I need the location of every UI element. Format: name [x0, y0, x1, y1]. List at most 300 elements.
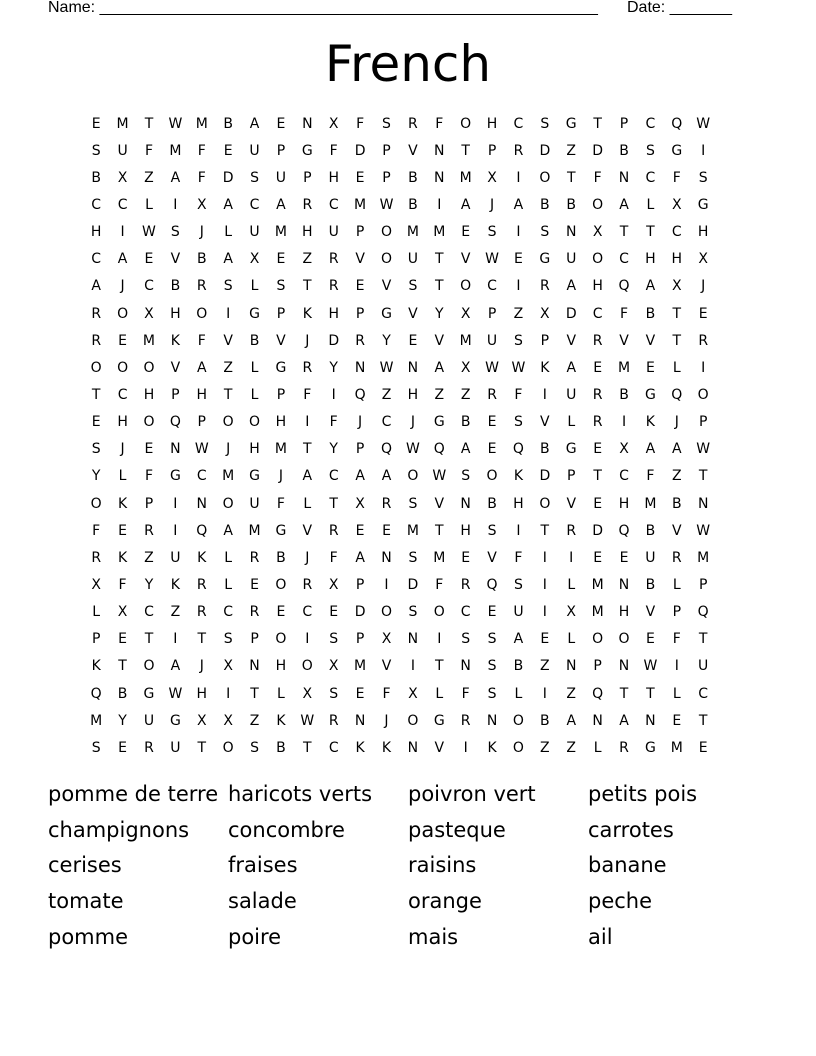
grid-letter: C — [619, 468, 629, 485]
grid-letter: X — [196, 196, 207, 213]
grid-letter: I — [516, 522, 521, 539]
grid-letter: L — [224, 576, 233, 593]
word-list-item: petits pois — [588, 782, 698, 806]
grid-letter: I — [384, 576, 389, 593]
grid-letter: O — [407, 712, 419, 729]
grid-letter: I — [542, 576, 547, 593]
grid-letter: K — [197, 549, 207, 566]
grid-letter: P — [382, 142, 391, 159]
grid-letter: R — [91, 305, 102, 322]
grid-letter: M — [644, 495, 657, 512]
name-field-label[interactable]: Name: ________________________________________________________ — [48, 0, 598, 16]
grid-letter: N — [565, 224, 577, 241]
grid-letter: X — [223, 658, 233, 675]
grid-row — [83, 219, 743, 246]
grid-letter: R — [381, 495, 392, 512]
grid-letter: Q — [196, 522, 208, 539]
grid-letter: E — [355, 685, 365, 702]
grid-letter: D — [354, 142, 366, 159]
grid-letter: T — [303, 441, 312, 458]
grid-letter: O — [512, 739, 524, 756]
grid-letter: Z — [540, 658, 550, 675]
grid-letter: H — [618, 495, 630, 512]
grid-letter: X — [408, 685, 418, 702]
grid-letter: X — [144, 305, 154, 322]
grid-letter: K — [91, 658, 101, 675]
grid-letter: M — [433, 224, 446, 241]
grid-letter: X — [566, 604, 577, 621]
grid-letter: L — [646, 196, 655, 213]
grid-letter: F — [619, 305, 629, 322]
grid-letter: E — [514, 251, 523, 268]
grid-letter: X — [671, 196, 682, 213]
grid-letter: Q — [354, 386, 366, 403]
grid-letter: C — [671, 224, 682, 241]
grid-letter: T — [197, 739, 207, 756]
grid-letter: R — [302, 196, 313, 213]
grid-letter: A — [170, 658, 181, 675]
grid-letter: U — [566, 386, 577, 403]
grid-letter: X — [328, 658, 339, 675]
grid-letter: X — [671, 278, 682, 295]
grid-letter: B — [619, 386, 629, 403]
grid-row — [83, 653, 743, 680]
grid-letter: C — [460, 604, 471, 621]
word-list-item: ail — [588, 924, 613, 949]
grid-letter: V — [460, 251, 471, 268]
grid-letter: C — [144, 278, 154, 295]
grid-letter: K — [276, 712, 286, 729]
grid-letter: A — [223, 251, 233, 268]
grid-letter: X — [460, 305, 471, 322]
grid-letter: S — [91, 441, 101, 458]
grid-letter: U — [645, 549, 656, 566]
grid-letter: B — [619, 142, 629, 159]
grid-letter: A — [381, 468, 392, 485]
grid-letter: J — [384, 712, 389, 729]
grid-letter: T — [303, 739, 312, 756]
grid-letter: B — [645, 305, 656, 322]
grid-letter: L — [567, 576, 576, 593]
grid-letter: C — [619, 251, 629, 268]
grid-letter: A — [645, 278, 656, 295]
word-list-item: poire — [228, 924, 282, 949]
grid-letter: Q — [671, 386, 683, 403]
grid-letter: N — [460, 495, 471, 512]
grid-letter: V — [170, 359, 181, 376]
grid-letter: X — [540, 305, 550, 322]
grid-letter: S — [487, 685, 497, 702]
grid-letter: A — [672, 441, 682, 458]
grid-letter: Q — [671, 115, 683, 132]
grid-letter: E — [672, 712, 682, 729]
grid-letter: L — [672, 359, 681, 376]
grid-letter: I — [173, 196, 178, 213]
word-list-item: cerises — [48, 853, 122, 878]
grid-letter: X — [460, 359, 471, 376]
grid-letter: S — [408, 495, 418, 512]
grid-letter: N — [618, 169, 630, 186]
grid-letter: X — [117, 169, 128, 186]
grid-letter: G — [143, 685, 155, 702]
grid-letter: V — [408, 142, 418, 159]
grid-letter: M — [354, 196, 367, 213]
grid-letter: Q — [486, 576, 498, 593]
grid-letter: N — [618, 576, 630, 593]
grid-letter: H — [645, 251, 656, 268]
grid-letter: G — [275, 359, 287, 376]
grid-letter: A — [355, 549, 365, 566]
word-list-item: banane — [588, 853, 667, 878]
grid-letter: H — [407, 386, 419, 403]
grid-letter: F — [435, 115, 444, 132]
grid-letter: T — [540, 522, 550, 539]
grid-letter: E — [91, 414, 101, 431]
grid-letter: H — [90, 224, 102, 241]
grid-letter: N — [354, 712, 366, 729]
grid-letter: X — [381, 631, 392, 648]
grid-letter: E — [593, 359, 603, 376]
grid-letter: O — [143, 359, 155, 376]
grid-letter: A — [196, 359, 207, 376]
grid-letter: B — [196, 251, 207, 268]
word-list-item: poivron vert — [408, 782, 536, 806]
grid-letter: H — [302, 224, 313, 241]
grid-letter: F — [92, 522, 101, 539]
grid-letter: O — [592, 196, 604, 213]
grid-letter: S — [461, 468, 471, 485]
grid-letter: V — [645, 332, 656, 349]
grid-letter: F — [382, 685, 391, 702]
grid-letter: S — [329, 631, 339, 648]
grid-letter: E — [144, 441, 154, 458]
grid-letter: I — [410, 658, 415, 675]
grid-letter: G — [565, 115, 577, 132]
grid-row — [83, 599, 743, 626]
grid-letter: A — [91, 278, 101, 295]
grid-letter: P — [276, 386, 286, 403]
grid-letter: L — [92, 604, 101, 621]
grid-letter: U — [170, 549, 181, 566]
grid-letter: W — [643, 658, 658, 675]
grid-letter: L — [303, 495, 312, 512]
grid-letter: C — [645, 115, 656, 132]
grid-row — [83, 327, 743, 354]
grid-letter: Z — [460, 386, 471, 403]
grid-letter: M — [697, 549, 710, 566]
grid-letter: X — [698, 251, 708, 268]
grid-letter: F — [329, 414, 338, 431]
grid-letter: H — [592, 278, 603, 295]
grid-letter: B — [540, 441, 550, 458]
grid-letter: Z — [566, 685, 577, 702]
grid-letter: G — [671, 142, 683, 159]
grid-row — [83, 571, 743, 598]
grid-letter: T — [144, 115, 154, 132]
grid-letter: U — [249, 142, 260, 159]
grid-letter: R — [592, 332, 603, 349]
grid-letter: P — [355, 576, 365, 593]
grid-letter: M — [406, 224, 419, 241]
grid-letter: I — [701, 142, 706, 159]
grid-letter: W — [485, 359, 499, 376]
grid-letter: S — [408, 278, 418, 295]
grid-letter: A — [566, 278, 577, 295]
grid-letter: K — [117, 495, 128, 512]
grid-letter: O — [275, 576, 287, 593]
grid-letter: O — [486, 468, 498, 485]
grid-letter: H — [328, 169, 339, 186]
grid-letter: M — [142, 332, 156, 349]
grid-letter: L — [250, 278, 259, 295]
grid-letter: N — [434, 169, 445, 186]
grid-letter: Q — [90, 685, 102, 702]
grid-letter: E — [276, 251, 286, 268]
grid-letter: Y — [382, 332, 391, 349]
grid-letter: O — [433, 604, 445, 621]
grid-letter: M — [459, 332, 472, 349]
grid-letter: F — [144, 142, 153, 159]
grid-letter: I — [437, 196, 442, 213]
grid-letter: O — [275, 631, 287, 648]
grid-letter: H — [196, 685, 208, 702]
grid-letter: B — [645, 522, 656, 539]
grid-letter: L — [118, 468, 127, 485]
grid-letter: R — [302, 576, 313, 593]
grid-letter: F — [329, 142, 338, 159]
grid-letter: M — [222, 468, 235, 485]
grid-letter: U — [328, 224, 339, 241]
grid-letter: V — [566, 332, 577, 349]
grid-letter: T — [118, 658, 127, 675]
grid-letter: C — [645, 169, 656, 186]
grid-letter: I — [542, 604, 547, 621]
grid-letter: P — [355, 631, 365, 648]
grid-letter: A — [460, 441, 471, 458]
grid-letter: X — [91, 576, 101, 593]
grid-letter: C — [144, 604, 154, 621]
grid-letter: H — [117, 414, 128, 431]
grid-letter: G — [169, 468, 181, 485]
grid-letter: C — [381, 414, 392, 431]
word-list-item: haricots verts — [228, 782, 373, 806]
grid-letter: R — [144, 739, 154, 756]
grid-letter: G — [565, 441, 577, 458]
grid-letter: P — [355, 224, 365, 241]
grid-letter: M — [169, 142, 182, 159]
grid-letter: P — [355, 441, 365, 458]
grid-row — [83, 354, 743, 381]
grid-letter: J — [120, 278, 125, 295]
grid-letter: F — [593, 169, 602, 186]
grid-letter: Q — [380, 441, 392, 458]
grid-letter: B — [91, 169, 101, 186]
grid-letter: T — [434, 522, 444, 539]
grid-letter: I — [173, 631, 178, 648]
grid-letter: L — [567, 414, 576, 431]
grid-letter: E — [355, 169, 365, 186]
grid-letter: F — [197, 169, 206, 186]
grid-letter: P — [144, 495, 154, 512]
grid-letter: O — [592, 251, 604, 268]
grid-letter: C — [249, 196, 260, 213]
grid-letter: P — [698, 576, 708, 593]
grid-letter: U — [275, 169, 287, 186]
grid-letter: K — [487, 739, 497, 756]
grid-letter: R — [671, 549, 682, 566]
grid-letter: A — [117, 251, 128, 268]
grid-letter: S — [91, 142, 101, 159]
grid-letter: W — [485, 251, 499, 268]
grid-letter: X — [249, 251, 260, 268]
grid-letter: E — [118, 332, 128, 349]
grid-letter: J — [305, 332, 310, 349]
grid-row — [83, 300, 743, 327]
grid-letter: A — [170, 169, 181, 186]
grid-row — [83, 707, 743, 734]
grid-letter: J — [358, 414, 363, 431]
grid-letter: I — [331, 386, 336, 403]
grid-letter: A — [566, 359, 577, 376]
grid-letter: I — [305, 631, 310, 648]
grid-letter: E — [144, 251, 154, 268]
grid-row — [83, 436, 743, 463]
grid-letter: R — [619, 739, 629, 756]
grid-letter: L — [567, 631, 576, 648]
grid-letter: B — [249, 332, 260, 349]
grid-letter: M — [670, 739, 683, 756]
grid-letter: V — [381, 278, 392, 295]
grid-letter: Q — [169, 414, 181, 431]
grid-letter: H — [249, 441, 260, 458]
grid-letter: P — [619, 115, 629, 132]
grid-letter: U — [117, 142, 128, 159]
grid-letter: T — [593, 115, 602, 132]
grid-row — [83, 409, 743, 436]
grid-letter: Q — [618, 522, 630, 539]
grid-letter: V — [276, 332, 286, 349]
grid-letter: U — [486, 332, 498, 349]
grid-letter: H — [328, 305, 339, 322]
grid-letter: B — [540, 196, 550, 213]
grid-letter: P — [487, 305, 497, 322]
grid-letter: X — [302, 685, 313, 702]
grid-letter: R — [144, 522, 154, 539]
grid-letter: O — [592, 631, 604, 648]
grid-letter: D — [539, 142, 551, 159]
grid-letter: R — [249, 604, 260, 621]
grid-letter: M — [591, 604, 604, 621]
grid-letter: V — [355, 251, 365, 268]
grid-letter: W — [142, 224, 156, 241]
grid-letter: G — [301, 142, 313, 159]
grid-letter: X — [619, 441, 629, 458]
grid-letter: I — [463, 739, 468, 756]
grid-letter: V — [381, 658, 392, 675]
grid-letter: Y — [144, 576, 154, 593]
grid-letter: E — [118, 739, 128, 756]
grid-letter: O — [222, 495, 234, 512]
grid-letter: H — [513, 495, 524, 512]
word-list-item: salade — [228, 889, 297, 914]
grid-letter: R — [539, 278, 550, 295]
word-list-item: mais — [408, 924, 459, 949]
grid-letter: E — [698, 305, 708, 322]
grid-letter: O — [117, 359, 129, 376]
grid-letter: K — [645, 414, 655, 431]
grid-letter: Z — [671, 468, 682, 485]
grid-letter: S — [250, 169, 259, 186]
grid-letter: J — [199, 658, 204, 675]
grid-letter: B — [566, 196, 577, 213]
grid-letter: V — [170, 251, 181, 268]
grid-letter: U — [249, 495, 260, 512]
grid-letter: H — [486, 115, 498, 132]
grid-letter: N — [407, 359, 419, 376]
grid-letter: O — [196, 305, 208, 322]
grid-letter: M — [406, 522, 419, 539]
grid-letter: F — [303, 386, 312, 403]
grid-letter: A — [645, 441, 656, 458]
grid-letter: W — [511, 359, 526, 376]
grid-row — [83, 110, 743, 137]
grid-letter: L — [250, 386, 259, 403]
grid-letter: A — [513, 631, 524, 648]
grid-letter: B — [276, 739, 286, 756]
grid-letter: G — [249, 305, 260, 322]
grid-letter: P — [250, 631, 259, 648]
grid-letter: Z — [144, 169, 154, 186]
grid-letter: B — [408, 169, 418, 186]
date-field-label[interactable]: Date: _______ — [627, 0, 732, 16]
grid-letter: C — [91, 251, 102, 268]
grid-letter: E — [619, 549, 629, 566]
grid-letter: T — [593, 468, 602, 485]
grid-letter: C — [513, 115, 524, 132]
grid-letter: N — [249, 658, 260, 675]
grid-letter: F — [356, 115, 365, 132]
grid-letter: P — [303, 169, 312, 186]
grid-letter: Z — [223, 359, 233, 376]
grid-letter: C — [196, 468, 207, 485]
grid-letter: G — [275, 522, 287, 539]
grid-letter: T — [461, 142, 470, 159]
grid-letter: I — [621, 414, 627, 431]
grid-letter: F — [435, 576, 444, 593]
grid-letter: A — [619, 196, 629, 213]
grid-letter: D — [592, 522, 603, 539]
grid-letter: N — [460, 658, 471, 675]
grid-letter: V — [408, 305, 418, 322]
grid-letter: L — [593, 739, 602, 756]
grid-letter: E — [540, 631, 550, 648]
grid-letter: R — [91, 332, 102, 349]
grid-letter: E — [487, 414, 497, 431]
grid-letter: I — [542, 685, 547, 702]
grid-letter: C — [302, 604, 313, 621]
grid-letter: G — [433, 414, 445, 431]
grid-letter: T — [223, 386, 233, 403]
grid-letter: G — [169, 712, 181, 729]
grid-letter: V — [302, 522, 313, 539]
grid-letter: R — [196, 278, 207, 295]
grid-letter: X — [592, 224, 603, 241]
word-list-item: pomme — [48, 924, 129, 949]
grid-letter: P — [91, 631, 101, 648]
grid-letter: E — [698, 739, 708, 756]
grid-letter: T — [303, 278, 312, 295]
grid-letter: W — [168, 115, 183, 132]
